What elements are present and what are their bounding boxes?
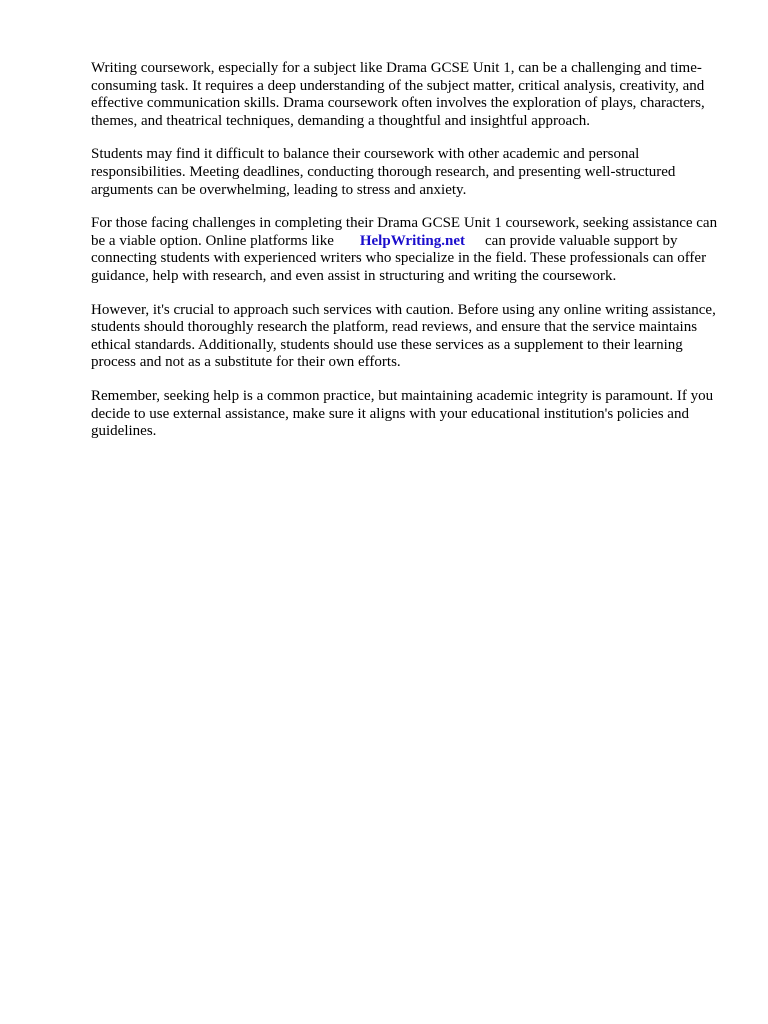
- paragraph-conclusion: Remember, seeking help is a common practice, but maintaining academic integrity is paramount. If you decide to use external assistance, make sure it aligns with your educational institution's policies and guidelines.: [91, 387, 714, 440]
- paragraph-assistance-before: For those facing challenges in completing their Drama GCSE Unit 1 coursework, seeking assistance can be a viable option. Online platforms like: [91, 215, 718, 249]
- paragraph-assistance: [91, 215, 731, 285]
- paragraph-caution: However, it's crucial to approach such services with caution. Before using any online writing assistance, students should thoroughly research the platform, read reviews, and ensure that the service maintains ethical standards. Additionally, students should use these services as a supplement to their learning process and not as a substitute for their own efforts.: [91, 301, 716, 371]
- paragraph-assistance-after: can provide valuable support by connecting students with experienced writers who specialize in the field. These professionals can offer guidance, help with research, and even assist in structuring and writing the coursework.: [91, 232, 707, 284]
- paragraph-challenges: Students may find it difficult to balance their coursework with other academic and personal responsibilities. Meeting deadlines, conducting thorough research, and presenting well-structured arguments can be overwhelming, leading to stress and anxiety.: [91, 146, 676, 198]
- document-body: [91, 60, 731, 457]
- paragraph-intro: Writing coursework, especially for a subject like Drama GCSE Unit 1, can be a challenging and time-consuming task. It requires a deep understanding of the subject matter, critical analysis, creativity, and effective communication skills. Drama coursework often involves the exploration of plays, characters, themes, and theatrical techniques, demanding a thoughtful and insightful approach.: [91, 60, 705, 129]
- helpwriting-link[interactable]: HelpWriting.net: [359, 232, 465, 249]
